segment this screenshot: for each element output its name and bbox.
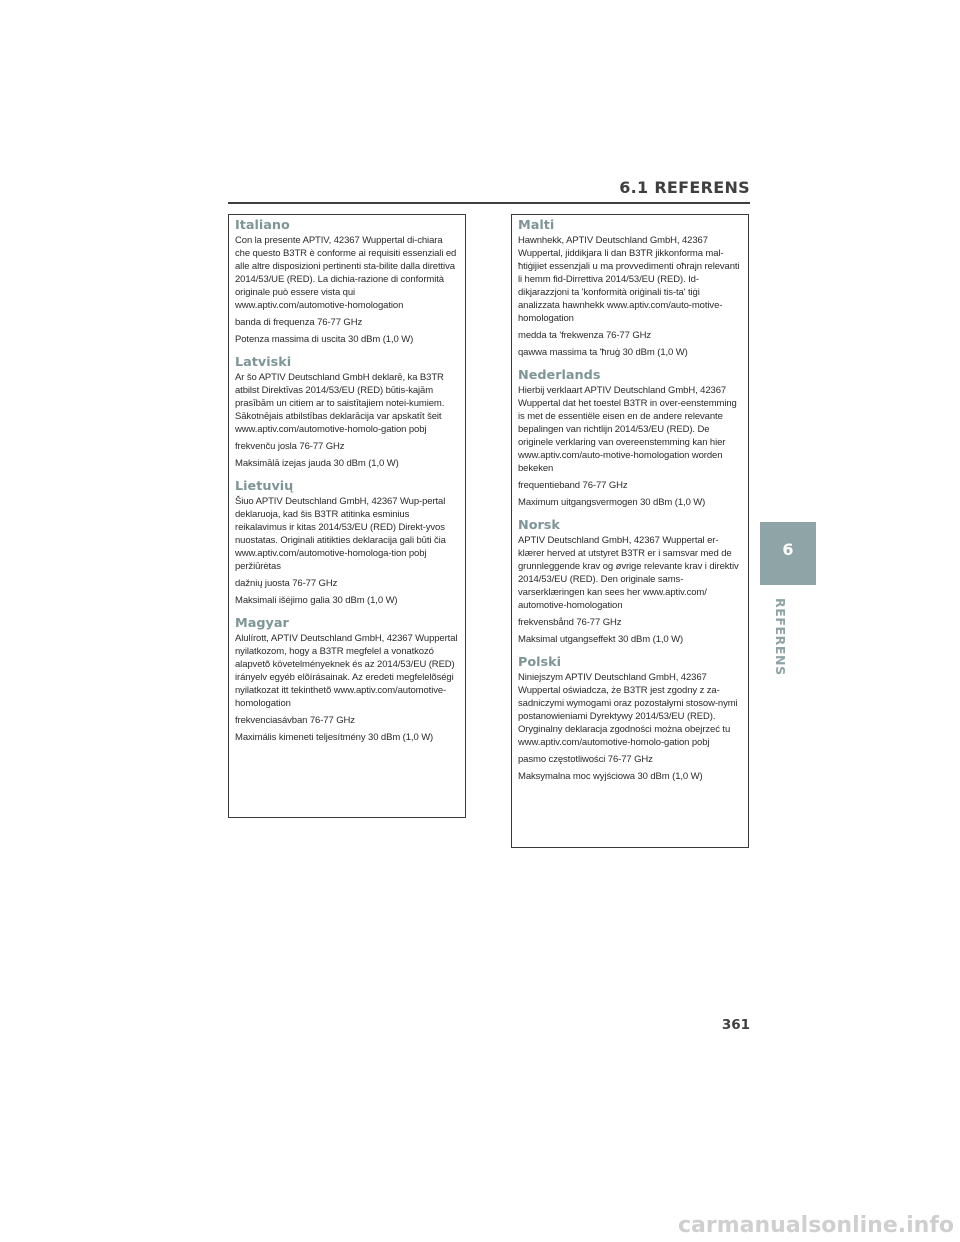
section-norsk xyxy=(518,515,742,646)
section-frequency: medda ta 'frekwenza 76-77 GHz xyxy=(518,330,652,341)
section-latviski xyxy=(235,352,459,470)
chapter-number: 6 xyxy=(782,540,794,559)
section-body: Hierbij verklaart APTIV Deutschland GmbH, 42367 Wuppertal dat het toestel B3TR in over-eenstemming is met de essentiële eisen en de andere relevante bepalingen van richtlijn 2014/53/EU (RED). De originele verklaring van overeenstemming kan hier www.aptiv.com/auto-motive-homologation worden bekeken xyxy=(518,385,737,474)
section-italiano xyxy=(235,215,459,346)
section-nederlands xyxy=(518,365,742,509)
section-power: qawwa massima ta 'ħruġ 30 dBm (1,0 W) xyxy=(518,347,688,358)
page-number: 361 xyxy=(721,1017,750,1033)
section-body: Hawnhekk, APTIV Deutschland GmbH, 42367 Wuppertal, jiddikjara li dan B3TR jikkonforma mal-ħtiġijiet essenzjali u ma provvedimenti oħrajn relevanti li hemm fid-Dirrettiva 2014/53/EU (RED). Id-dikjarazzjoni ta 'konformità oriġinali tis-ta' tiġi analizzata hawnhekk www.aptiv.com/auto-motive-homologation xyxy=(518,235,740,324)
section-body: Alulírott, APTIV Deutschland GmbH, 42367 Wuppertal nyilatkozom, hogy a B3TR megfelel a vonatkozó alapvetõ követelményeknek és az 2014/53/EU (RED) irányelv egyéb elõírásainak. Az eredeti megfelelõségi nyilatkozat itt tekinthetõ www.aptiv.com/automotive-homologation xyxy=(235,633,458,709)
section-frequency: frekvensbånd 76-77 GHz xyxy=(518,617,622,628)
section-body: Niniejszym APTIV Deutschland GmbH, 42367 Wuppertal oświadcza, że B3TR jest zgodny z za-sadniczymi wymogami oraz pozostałymi stosow-nymi postanowieniami Dyrektywy 2014/53/EU (RED). Oryginalny deklaracja zgodności można obejrzeć tu www.aptiv.com/automotive-homolo-gation pobj xyxy=(518,672,738,748)
section-title: Latviski xyxy=(235,355,292,370)
section-lietuviu xyxy=(235,476,459,607)
section-frequency: dažnių juosta 76-77 GHz xyxy=(235,578,338,589)
section-polski xyxy=(518,652,742,783)
section-frequency: frequentieband 76-77 GHz xyxy=(518,480,628,491)
section-body: Con la presente APTIV, 42367 Wuppertal di-chiara che questo B3TR è conforme ai requisiti essenziali ed alle altre disposizioni pertinenti sta-bilite dalla direttiva 2014/53/UE (RED). La dichia-razione di conformità originale può essere vista qui www.aptiv.com/automotive-homologation xyxy=(235,235,457,311)
section-frequency: banda di frequenza 76-77 GHz xyxy=(235,317,363,328)
chapter-side-label: REFERENS xyxy=(773,598,788,676)
section-malti xyxy=(518,215,742,359)
right-column xyxy=(511,214,749,848)
section-title: Italiano xyxy=(235,218,290,233)
section-power: Maksimal utgangseffekt 30 dBm (1,0 W) xyxy=(518,634,684,645)
watermark: carmanualsonline.info xyxy=(678,1213,954,1238)
section-power: Maksimali išėjimo galia 30 dBm (1,0 W) xyxy=(235,595,398,606)
chapter-tab xyxy=(760,522,816,585)
section-title: Nederlands xyxy=(518,368,601,383)
section-power: Maximum uitgangsvermogen 30 dBm (1,0 W) xyxy=(518,497,706,508)
section-frequency: frekvenču josla 76-77 GHz xyxy=(235,441,345,452)
header-rule xyxy=(228,202,750,204)
section-magyar xyxy=(235,613,459,744)
section-frequency: pasmo częstotliwości 76-77 GHz xyxy=(518,754,653,765)
section-title: Magyar xyxy=(235,616,289,631)
section-title: Lietuvių xyxy=(235,479,294,494)
section-power: Maksymalna moc wyjściowa 30 dBm (1,0 W) xyxy=(518,771,703,782)
chapter-title: 6.1 REFERENS xyxy=(619,178,750,197)
section-body: APTIV Deutschland GmbH, 42367 Wuppertal er-klærer herved at utstyret B3TR er i samsvar med de grunnleggende krav og øvrige relevante krav i direktiv 2014/53/EU (RED). Den originale sams-varserklæringen kan sees her www.aptiv.com/ automotive-homologation xyxy=(518,535,739,611)
section-title: Malti xyxy=(518,218,555,233)
section-power: Maksimālā izejas jauda 30 dBm (1,0 W) xyxy=(235,458,399,469)
section-power: Maximális kimeneti teljesítmény 30 dBm (1,0 W) xyxy=(235,732,434,743)
section-frequency: frekvenciasávban 76-77 GHz xyxy=(235,715,355,726)
section-power: Potenza massima di uscita 30 dBm (1,0 W) xyxy=(235,334,414,345)
section-title: Norsk xyxy=(518,518,560,533)
section-body: Ar šo APTIV Deutschland GmbH deklarē, ka B3TR atbilst Direktīvas 2014/53/EU (RED) būtis-kajām prasībām un citiem ar to saistītajiem notei-kumiem. Sākotnējais atbilstības deklarācija var apskatīt šeit www.aptiv.com/automotive-homolo-gation pobj xyxy=(235,372,445,435)
section-title: Polski xyxy=(518,655,562,670)
section-body: Šiuo APTIV Deutschland GmbH, 42367 Wup-pertal deklaruoja, kad šis B3TR atitinka esminius reikalavimus ir kitas 2014/53/EU (RED) Direkt-yvos nuostatas. Originali atitikties deklaracija gali būti čia www.aptiv.com/automotive-homologa-tion pobj peržiūrėtas xyxy=(235,496,446,572)
left-column xyxy=(228,214,466,818)
